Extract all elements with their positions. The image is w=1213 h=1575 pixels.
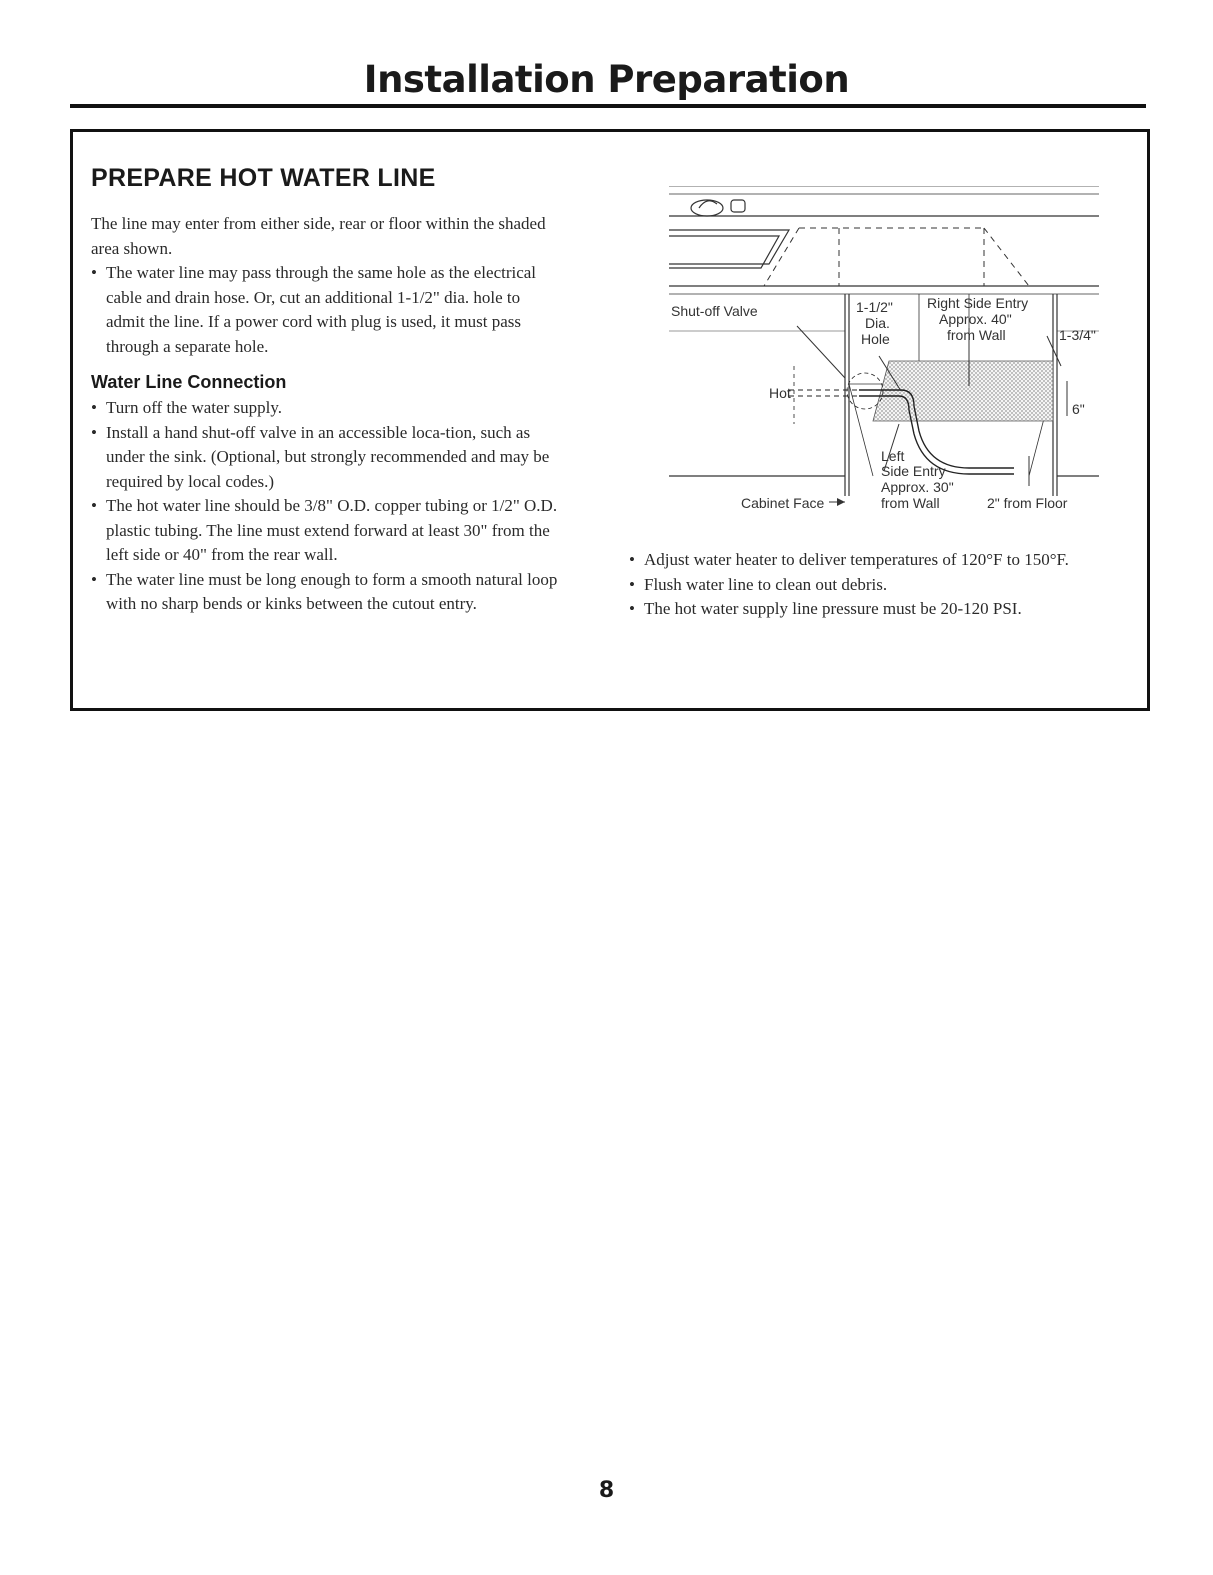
installation-diagram [669,186,1099,546]
intro-bullet-list [91,261,561,359]
title-rule [70,104,1146,108]
countertop-drawing [669,186,1099,294]
page-number: 8 [598,1478,615,1503]
label-hole-size: Dia. [865,315,890,331]
section-box [70,129,1150,711]
label-cabinet-face: Cabinet Face [741,495,825,511]
intro-text: The line may enter from either side, rear or floor within the shaded area shown. [91,214,546,258]
label-left-entry: Approx. 30" [881,479,954,495]
label-left-entry: Side Entry [881,463,946,479]
connection-bullet-list [91,396,561,617]
faucet-icon [699,201,717,208]
right-bullet: • The hot water supply line pressure must be 20-120 PSI. [629,597,1134,622]
section-heading: PREPARE HOT WATER LINE [91,164,436,192]
cabinet-face-arrow-icon [837,498,845,506]
connection-bullet: • Install a hand shut-off valve in an accessible loca-tion, such as under the sink. (Optional, but strongly recommended and may be required by local codes.) [91,421,561,495]
water-line-connection-heading: Water Line Connection [91,372,287,392]
left-column [91,212,561,617]
label-left-entry: from Wall [881,495,940,511]
opening-outline [764,228,1029,286]
label-left-entry: Left [881,448,905,464]
connection-bullet: • The hot water line should be 3/8" O.D. copper tubing or 1/2" O.D. plastic tubing. The line must extend forward at least 30" from the left side or 40" from the rear wall. [91,494,561,568]
right-bullet: • Adjust water heater to deliver temperatures of 120°F to 150°F. [629,548,1134,573]
right-bullet: • Flush water line to clean out debris. [629,573,1134,598]
shaded-entry-area [873,361,1053,421]
label-right-entry: Approx. 40" [939,311,1012,327]
connection-bullet: • The water line must be long enough to form a smooth natural loop with no sharp bends or kinks between the cutout entry. [91,568,561,617]
label-from-floor: 2" from Floor [987,495,1068,511]
label-hole-size: 1-1/2" [856,299,893,315]
intro-bullet: • The water line may pass through the same hole as the electrical cable and drain hose. Or, cut an additional 1-1/2" dia. hole to admit the line. If a power cord with plug is used, it must pass through a separate hole. [91,261,561,359]
page-title: Installation Preparation [363,58,850,101]
right-bullet-list [629,548,1134,622]
label-hole-size: Hole [861,331,890,347]
label-right-entry: from Wall [947,327,1006,343]
connection-bullet: • Turn off the water supply. [91,396,561,421]
label-hot: Hot [769,385,791,401]
label-right-entry: Right Side Entry [927,295,1029,311]
label-shutoff-valve: Shut-off Valve [671,303,758,319]
label-dim-6: 6" [1072,401,1085,417]
label-dim-1-3-4: 1-3/4" [1059,327,1096,343]
